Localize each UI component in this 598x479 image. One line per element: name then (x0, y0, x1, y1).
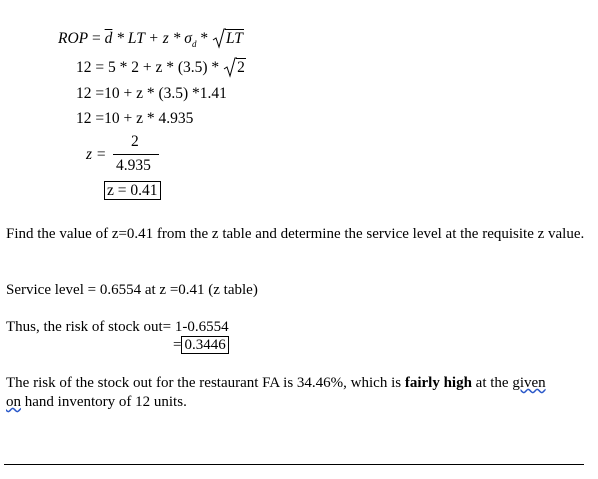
fraction-denominator: 4.935 (116, 157, 151, 174)
rop-radicand: LT (225, 30, 243, 47)
conclusion-text-1: The risk of the stock out for the restaurant FA is 34.46%, which is (6, 375, 405, 391)
rop-mid2: * (196, 30, 212, 47)
conclusion-text-3: hand inventory of 12 units. (21, 394, 187, 410)
fraction-numerator: 2 (131, 133, 139, 150)
paragraph-service-level: Service level = 0.6554 at z =0.41 (z table) (6, 282, 258, 298)
spellcheck-word-given: given (512, 375, 546, 391)
rop-lhs: ROP (58, 30, 89, 47)
eq1-sqrt (223, 59, 246, 77)
fraction-bar (113, 154, 159, 155)
rop-eq: = (88, 30, 105, 47)
conclusion-text-2: at the (471, 375, 513, 391)
paragraph-find-z: Find the value of z=0.41 from the z table and determine the service level at the requisite z value. (6, 226, 585, 242)
result-line (104, 182, 161, 200)
equation-line-3: 12 =10 + z * 4.935 (76, 110, 194, 127)
equation-line-1 (76, 59, 246, 77)
paragraph-conclusion (6, 374, 588, 412)
eq1-text: 12 = 5 * 2 + z * (3.5) * (76, 59, 224, 76)
rop-dbar: $\overline{d}$ (104, 30, 113, 47)
rop-sub: d (191, 39, 197, 49)
paragraph-risk-result (173, 336, 229, 355)
risk-value-box: 0.3446 (181, 336, 228, 354)
spellcheck-word-on: on (6, 394, 21, 410)
fraction-lhs: z = (86, 146, 107, 163)
eq1-radicand: 2 (237, 59, 245, 76)
radical-icon (223, 57, 237, 78)
rop-mid1: * LT + z * σ (112, 30, 192, 47)
paragraph-risk-calc: Thus, the risk of stock out= 1-0.6554 (6, 319, 229, 335)
result-box: z = 0.41 (104, 181, 161, 200)
conclusion-bold: fairly high (404, 375, 472, 391)
rop-sqrt (212, 30, 244, 48)
bottom-rule (4, 464, 584, 465)
equation-line-2: 12 =10 + z * (3.5) *1.41 (76, 85, 227, 102)
rop-formula (58, 30, 244, 53)
risk-eq: = (173, 337, 182, 353)
radical-icon (212, 28, 226, 49)
